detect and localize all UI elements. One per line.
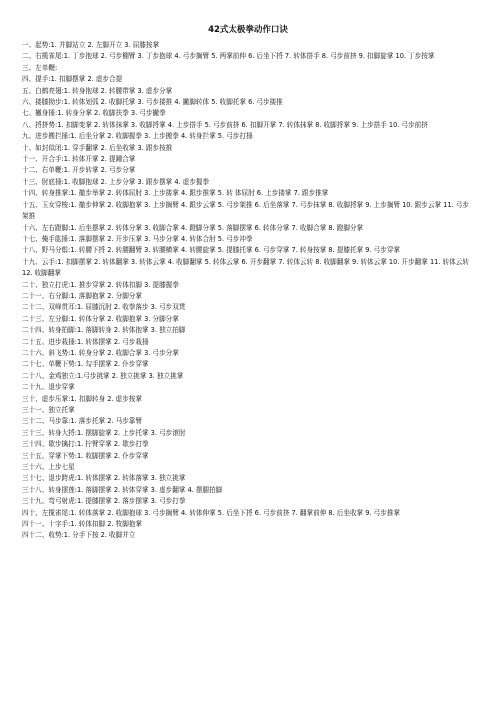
routine-line: 三十、虚步压掌:1. 扣脚转身 2. 虚步按掌 bbox=[22, 394, 142, 403]
routine-line: 九、进步搬拦捶:1. 后坐分掌 2. 收脚握拳 3. 上步搬拳 4. 转身拦掌 5. 弓步打捶 bbox=[22, 132, 253, 141]
routine-line: 三十四、歇步擒打:1. 拧臂穿掌 2. 歇步打拳 bbox=[22, 440, 149, 449]
routine-line: 十四、转身推掌:1. 撤步举掌 2. 转体屈肘 3. 上步搂掌 4. 跟步推掌 5. 转 体屈肘 6. 上步搂掌 7. 跟步推掌 bbox=[22, 189, 329, 198]
routine-line: 三十七、退步跨虎:1. 转体摆掌 2. 转体落掌 3. 独立挑掌 bbox=[22, 474, 186, 483]
routine-line: 三、左单鞭: bbox=[22, 63, 58, 72]
routine-line: 八、捋挤势:1. 扣脚变掌 2. 转体抹掌 3. 收脚捋掌 4. 上步搭手 5. 弓步前挤 6. 扣脚开掌 7. 转体抹掌 8. 收脚捋掌 9. 上步搭手 10. 弓步前挤 bbox=[22, 120, 428, 129]
routine-line: 十二、右单鞭:1. 开步转掌 2. 弓步分掌 bbox=[22, 166, 136, 175]
routine-line: 四十、左揽雀尾:1. 转体落掌 2. 收脚抱球 3. 弓步搁臂 4. 转体伸掌 5. 后坐下捋 6. 弓步前挤 7. 翻掌前伸 8. 后坐收掌 9. 弓步推掌 bbox=[22, 508, 401, 517]
routine-line: 二十七、单鞭下势:1. 勾手摆掌 2. 仆步穿掌 bbox=[22, 360, 149, 369]
routine-line: 四、提手:1. 扣脚摆掌 2. 虚步合提 bbox=[22, 75, 123, 84]
routine-line: 三十一、独立托掌 bbox=[22, 406, 75, 414]
routine-line: 三十六、上步七星 bbox=[22, 463, 75, 472]
routine-line: 二十六、斜飞势:1. 转身分掌 2. 收脚合掌 3. 弓步分掌 bbox=[22, 348, 179, 357]
routine-line: 二十一、右分脚:1. 落脚抱掌 2. 分脚分掌 bbox=[22, 291, 142, 300]
routine-line: 七、撇身捶:1. 转身分掌 2. 收脚扶拳 3. 弓步撇拳 bbox=[22, 109, 166, 118]
routine-line: 三十五、穿掌下势:1. 收脚摆掌 2. 仆步穿掌 bbox=[22, 451, 149, 460]
routine-line: 五、白鹤亮翅:1. 转身抱球 2. 转腰带掌 3. 虚步分掌 bbox=[22, 86, 173, 95]
routine-line: 十五、玉女穿梭:1. 撤步伸掌 2. 收脚抱掌 3. 上步搁臂 4. 跟步云掌 5. 弓步架推 6. 后坐落掌 7. 弓步抹掌 8. 收脚捋掌 9. 上步搁臂 10. 跟步云掌 11. 弓步架推 bbox=[22, 200, 469, 221]
routine-line: 三十八、转身摆莲:1. 落脚摆掌 2. 转体穿掌 3. 虚步翻掌 4. 摆腿拍脚 bbox=[22, 485, 223, 494]
routine-line: 三十三、转身大捋:1. 摆脚旋掌 2. 上步托掌 3. 弓步滚肘 bbox=[22, 428, 186, 437]
routine-line: 四十二、收势:1. 分手下按 2. 收脚并立 bbox=[22, 531, 136, 540]
routine-line: 十一、开合手:1. 转体开掌 2. 提踵合掌 bbox=[22, 155, 136, 164]
routine-list bbox=[22, 40, 474, 542]
routine-line: 二十四、转身拍脚:1. 落脚转身 2. 转体抱掌 3. 独立拍脚 bbox=[22, 326, 186, 335]
routine-line: 四十一、十字手:1. 转体扣脚 2. 牧脚抱掌 bbox=[22, 520, 142, 529]
routine-line: 十九、云手:1. 扣脚摆掌 2. 转体翻掌 3. 转体云掌 4. 收脚翻掌 5. 转体云掌 6. 开步翻掌 7. 转体云转 8. 收脚翻掌 9. 转体云掌 10. 开步翻掌 11. 转体云转 12. 收脚翻掌 bbox=[22, 257, 469, 278]
routine-line: 二十八、金鸡独立:1.弓步挑掌 2. 独立挑掌 3. 独立挑掌 bbox=[22, 371, 184, 380]
routine-line: 二、右揽雀尾:1. 丁步抱球 2. 弓步棚臂 3. 丁步抱球 4. 弓步搁臂 5. 两掌前伸 6. 后坐下捋 7. 转体搭手 8. 弓步前挤 9. 扣脚旋掌 10. 丁步按掌 bbox=[22, 52, 435, 61]
routine-line: 二十、独立打虎:1. 推步穿掌 2. 转体扣脚 3. 提膝握拳 bbox=[22, 280, 179, 289]
routine-line: 十七、掩手肱捶:1. 落脚摆掌 2. 开步压掌 3. 马步分掌 4. 转体合肘 5. 弓步冲拳 bbox=[22, 234, 253, 243]
routine-line: 二十五、进步栽捶:1. 转体摆掌 2. 弓步栽捶 bbox=[22, 337, 149, 346]
routine-line: 二十三、左分脚:1. 转体分掌 2. 收脚抱掌 3. 分脚分掌 bbox=[22, 314, 179, 323]
document-title: 42式太极拳动作口诀 bbox=[208, 25, 288, 35]
routine-line: 十、如封似闭:1. 穿手翻掌 2. 后坐收掌 3. 跟步按推 bbox=[22, 143, 173, 152]
routine-line: 六、搂膝拗步:1. 转体划弧 2. 收脚托掌 3. 弓步搂推 4. 撇脚转体 5. 收脚托掌 6. 弓步搂推 bbox=[22, 98, 283, 107]
routine-line: 一、起势:1. 并脚站立 2. 左脚开立 3. 屈膝按掌 bbox=[22, 41, 160, 49]
routine-line: 二十九、退步穿掌 bbox=[22, 383, 75, 392]
routine-line: 三十二、马步靠:1. 落步托掌 2. 马步靠臂 bbox=[22, 417, 142, 426]
routine-line: 十六、左右蹬脚:1. 后坐摆掌 2. 转体分掌 3. 收脚合掌 4. 蹬脚分掌 5. 落脚摆掌 6. 转体分掌 7. 收脚合掌 8. 蹬脚分掌 bbox=[22, 223, 364, 232]
routine-line: 十三、肘底捶:1. 收脚抱球 2. 上步分掌 3. 跟步摆掌 4. 虚步握拳 bbox=[22, 177, 210, 186]
routine-line: 三十九、弯弓射虎:1. 提膝摆掌 2. 落步摆掌 3. 弓步打拳 bbox=[22, 497, 186, 506]
routine-line: 二十二、双峰贯耳:1. 屈膝沉肘 2. 收拳落步 3. 弓步双贯 bbox=[22, 303, 186, 312]
routine-line: 十八、野马分鬃:1. 转腰下捋 2. 转腰翻臂 3. 转腰横掌 4. 转腰旋掌 5. 提膝托掌 6. 弓步穿掌 7. 转身按掌 8. 提膝托掌 9. 弓步穿掌 bbox=[22, 246, 401, 255]
